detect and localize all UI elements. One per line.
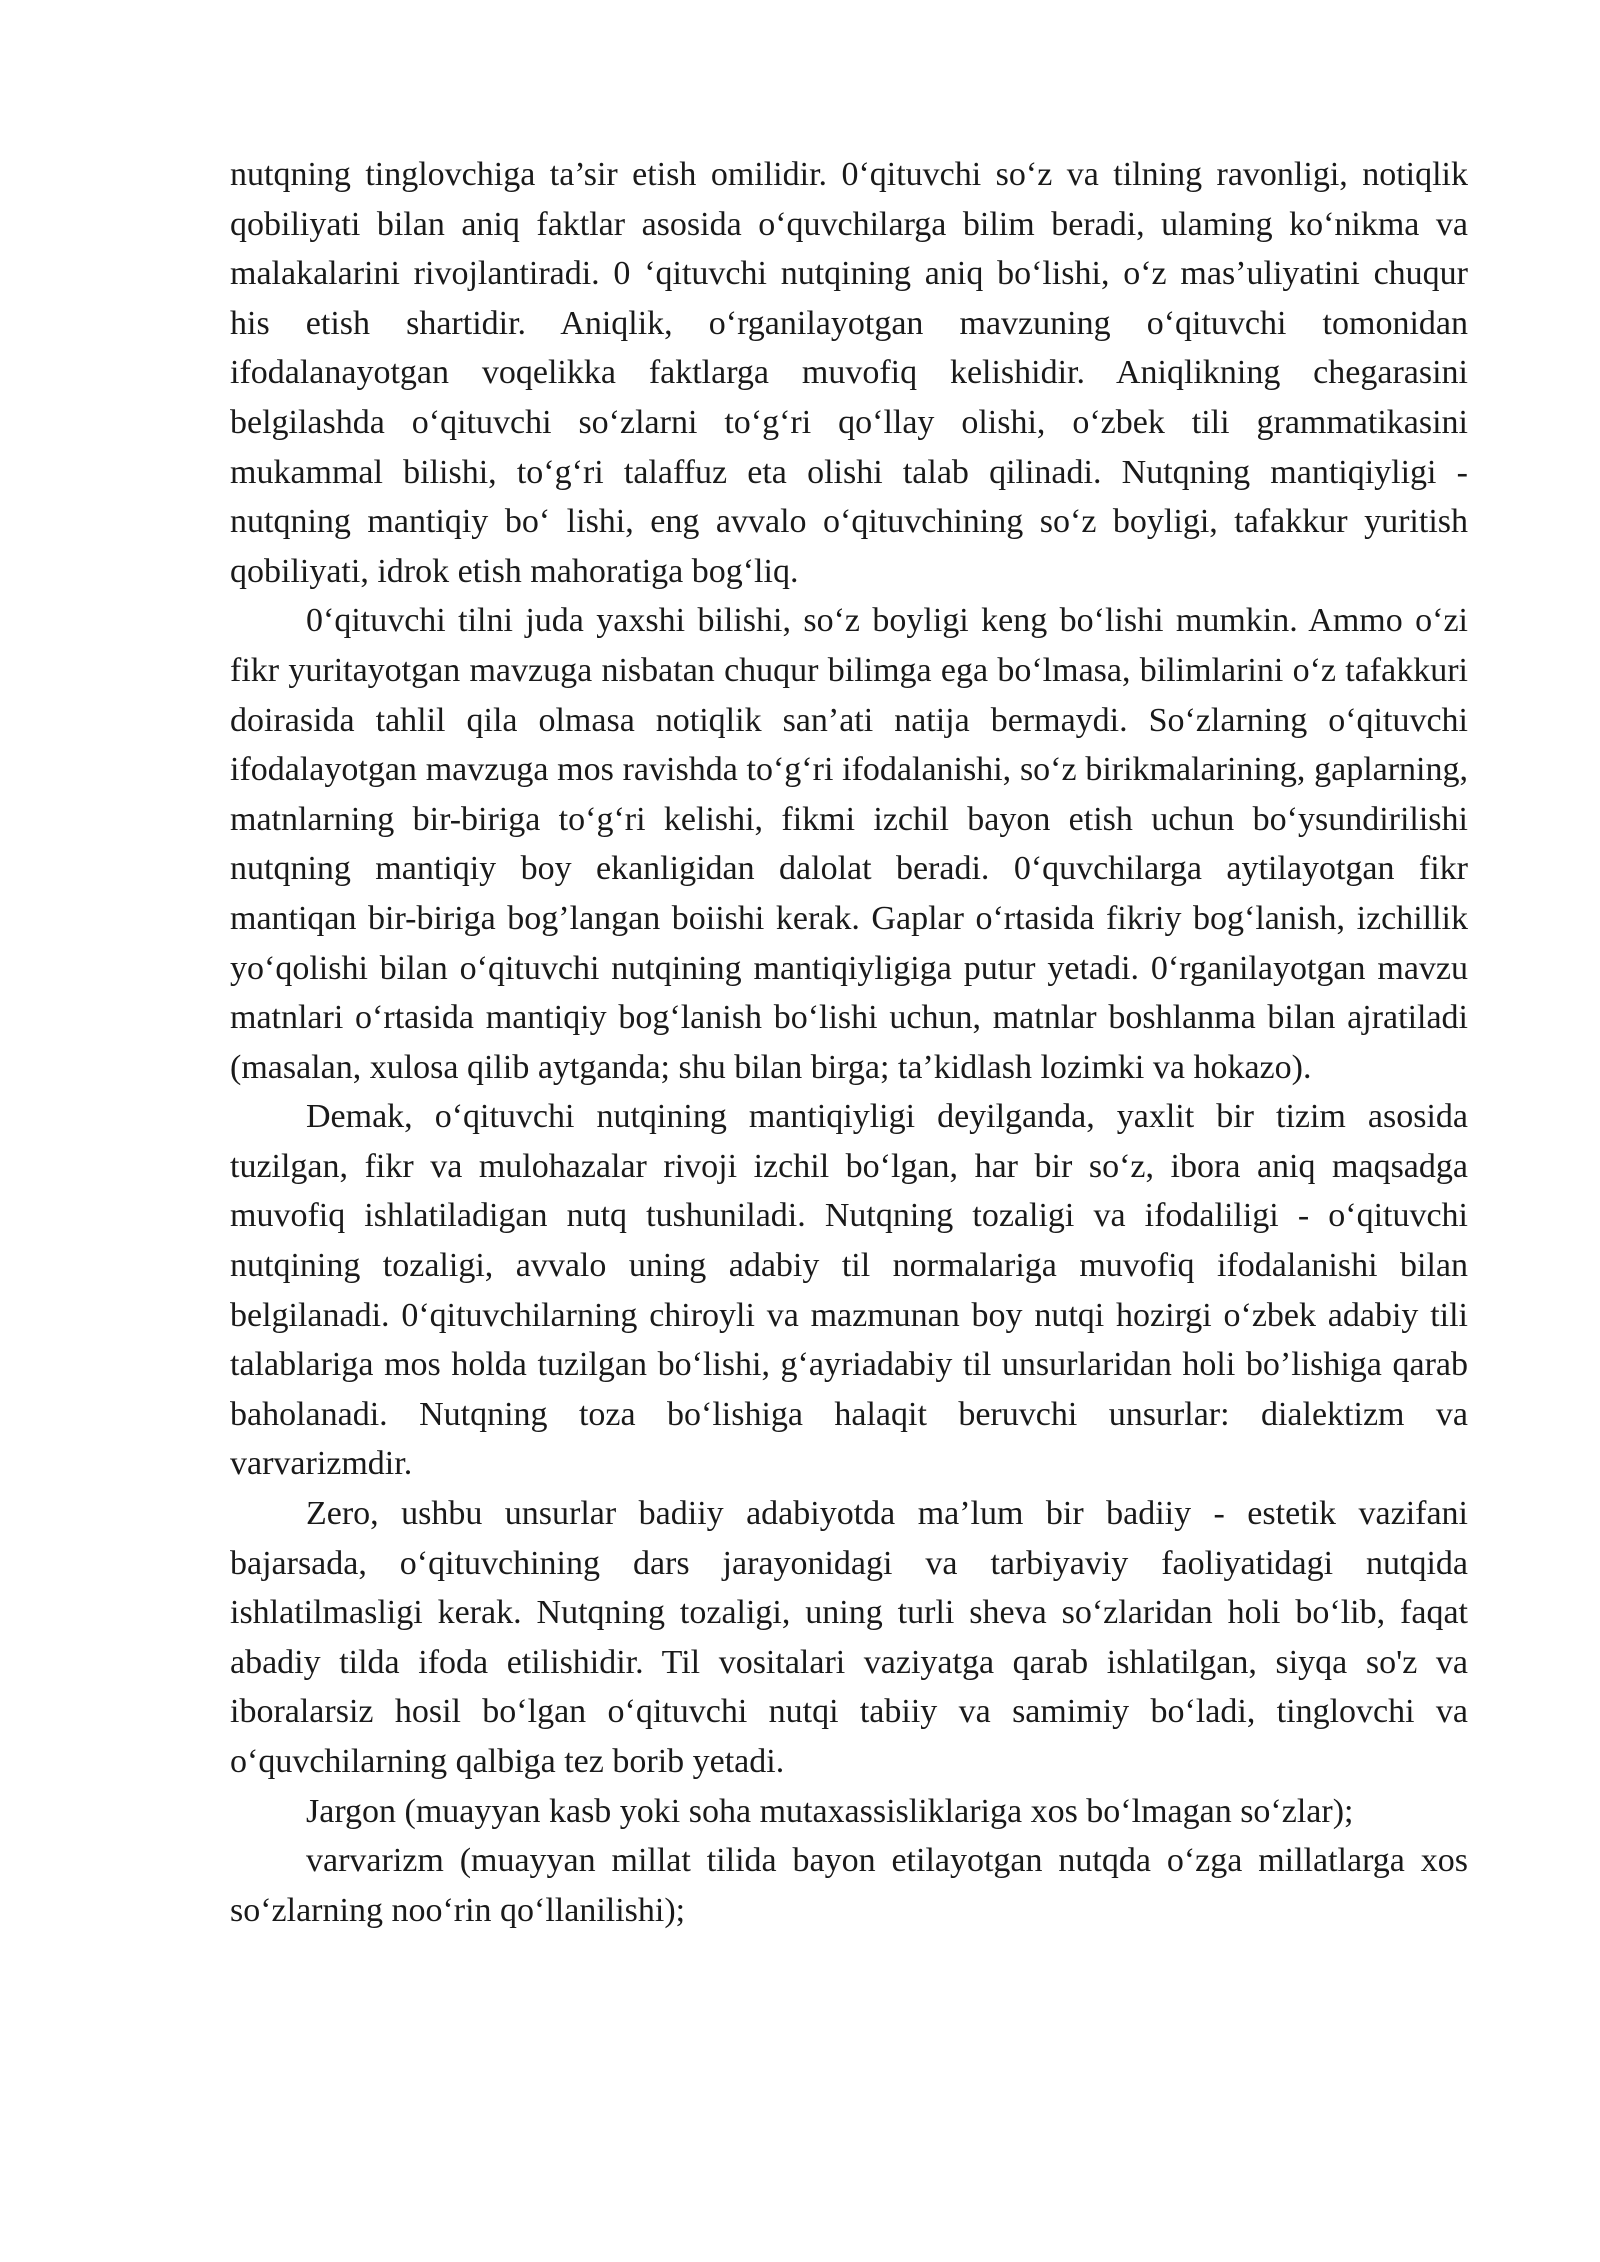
paragraph-1: nutqning tinglovchiga ta’sir etish omilidir. 0‘qituvchi so‘z va tilning ravonligi, notiqlik qobiliyati bilan aniq faktlar asosida o‘quvchilarga bilim beradi, ulaming ko‘nikma va malakalarini rivojlantiradi. 0 ‘qituvchi nutqining aniq bo‘lishi, o‘z mas’uliyatini chuqur his etish shartidir. Aniqlik, o‘rganilayotgan mavzuning o‘qituvchi tomonidan ifodalanayotgan voqelikka faktlarga muvofiq kelishidir. Aniqlikning chegarasini belgilashda o‘qituvchi so‘zlarni to‘g‘ri qo‘llay olishi, o‘zbek tili grammatikasini mukammal bilishi, to‘g‘ri talaffuz eta olishi talab qilinadi. Nutqning mantiqiyligi - nutqning mantiqiy bo‘ lishi, eng avvalo o‘qituvchining so‘z boyligi, tafakkur yuritish qobiliyati, idrok etish mahoratiga bog‘liq. (230, 156, 1468, 590)
paragraph-6: varvarizm (muayyan millat tilida bayon etilayotgan nutqda o‘zga millatlarga xos so‘zlarning noo‘rin qo‘llanilishi); (230, 1842, 1468, 1929)
paragraph-2: 0‘qituvchi tilni juda yaxshi bilishi, so‘z boyligi keng bo‘lishi mumkin. Ammo o‘zi fikr yuritayotgan mavzuga nisbatan chuqur bilimga ega bo‘lmasa, bilimlarini o‘z tafakkuri doirasida tahlil qila olmasa notiqlik san’ati natija bermaydi. So‘zlarning o‘qituvchi ifodalayotgan mavzuga mos ravishda to‘g‘ri ifodalanishi, so‘z birikmalarining, gaplarning, matnlarning bir-biriga to‘g‘ri kelishi, fikmi izchil bayon etish uchun bo‘ysundirilishi nutqning mantiqiy boy ekanligidan dalolat beradi. 0‘quvchilarga aytilayotgan fikr mantiqan bir-biriga bog’langan boiishi kerak. Gaplar o‘rtasida fikriy bog‘lanish, izchillik yo‘qolishi bilan o‘qituvchi nutqining mantiqiyligiga putur yetadi. 0‘rganilayotgan mavzu matnlari o‘rtasida mantiqiy bog‘lanish bo‘lishi uchun, matnlar boshlanma bilan ajratiladi (masalan, xulosa qilib aytganda; shu bilan birga; ta’kidlash lozimki va hokazo). (230, 602, 1468, 1086)
paragraph-5: Jargon (muayyan kasb yoki soha mutaxassisliklariga xos bo‘lmagan so‘zlar); (306, 1792, 1354, 1830)
document-page (230, 150, 1468, 1935)
paragraph-4: Zero, ushbu unsurlar badiiy adabiyotda ma’lum bir badiiy - estetik vazifani bajarsada, o‘qituvchining dars jarayonidagi va tarbiyaviy faoliyatidagi nutqida ishlatilmasligi kerak. Nutqning tozaligi, uning turli sheva so‘zlaridan holi bo‘lib, faqat abadiy tilda ifoda etilishidir. Til vositalari vaziyatga qarab ishlatilgan, siyqa so'z va iboralarsiz hosil bo‘lgan o‘qituvchi nutqi tabiiy va samimiy bo‘ladi, tinglovchi va o‘quvchilarning qalbiga tez borib yetadi. (230, 1495, 1468, 1780)
paragraph-3: Demak, o‘qituvchi nutqining mantiqiyligi deyilganda, yaxlit bir tizim asosida tuzilgan, fikr va mulohazalar rivoji izchil bo‘lgan, har bir so‘z, ibora aniq maqsadga muvofiq ishlatiladigan nutq tushuniladi. Nutqning tozaligi va ifodaliligi - o‘qituvchi nutqining tozaligi, avvalo uning adabiy til normalariga muvofiq ifodalanishi bilan belgilanadi. 0‘qituvchilarning chiroyli va mazmunan boy nutqi hozirgi o‘zbek adabiy tili talablariga mos holda tuzilgan bo‘lishi, g‘ayriadabiy til unsurlaridan holi bo’lishiga qarab baholanadi. Nutqning toza bo‘lishiga halaqit beruvchi unsurlar: dialektizm va varvarizmdir. (230, 1098, 1468, 1483)
